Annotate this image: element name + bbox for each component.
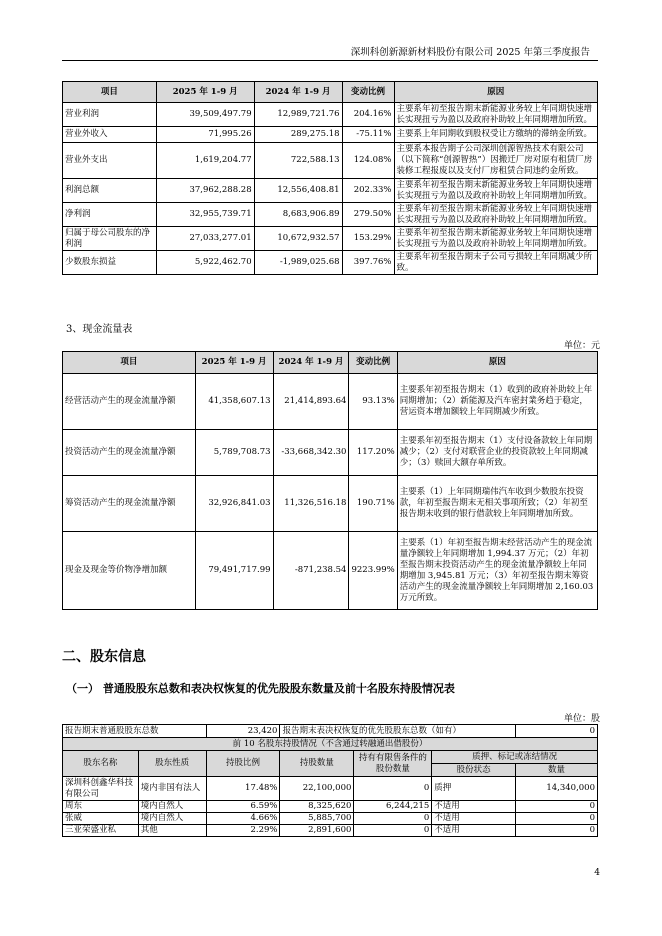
table-row <box>63 476 598 532</box>
row-count: 0 <box>516 801 598 813</box>
row-2025: 37,962,288.28 <box>156 179 254 203</box>
row-change: 93.13% <box>349 374 397 430</box>
row-ratio: 2.29% <box>206 825 280 837</box>
row-2025: 39,509,497.79 <box>156 103 254 127</box>
row-nature: 境内自然人 <box>138 801 206 813</box>
col-header-2025: 2025 年 1-9 月 <box>195 352 273 374</box>
cashflow-unit: 单位：元 <box>563 341 600 351</box>
row-qty: 22,100,000 <box>280 777 354 801</box>
row-qty: 5,885,700 <box>280 813 354 825</box>
table-row <box>63 825 598 837</box>
row-2025: 1,619,204.77 <box>156 143 254 179</box>
shareholder-subtitle: （一） 普通股股东总数和表决权恢复的优先股股东数量及前十名股东持股情况表 <box>66 682 455 695</box>
col-header-ratio: 持股比例 <box>206 751 280 777</box>
total-value: 23,420 <box>206 725 280 738</box>
row-count: 0 <box>516 813 598 825</box>
col-header-status: 股份状态 <box>432 764 516 777</box>
col-header-2024: 2024 年 1-9 月 <box>254 82 342 103</box>
row-status: 不适用 <box>432 801 516 813</box>
row-item: 归属于母公司股东的净利润 <box>63 227 157 251</box>
row-ratio: 6.59% <box>206 801 280 813</box>
row-reason: 主要系年初至报告期末新能源业务较上年同期快速增长实现扭亏为盈以及政府补助较上年同期增加所致。 <box>394 179 597 203</box>
row-reason: 主要系年初至报告期末新能源业务较上年同期快速增长实现扭亏为盈以及政府补助较上年同期增加所致。 <box>394 203 597 227</box>
row-2024: -33,668,342.30 <box>273 430 349 476</box>
page-header: 深圳科创新源新材料股份有限公司 2025 年第三季度报告 <box>350 47 590 58</box>
profit-table <box>62 81 598 275</box>
row-change: 117.20% <box>349 430 397 476</box>
col-header-count: 数量 <box>516 764 598 777</box>
row-item: 净利润 <box>63 203 157 227</box>
row-restricted: 6,244,215 <box>354 801 432 813</box>
col-header-item: 项目 <box>63 82 157 103</box>
row-2025: 41,358,607.13 <box>195 374 273 430</box>
pref-value: 0 <box>516 725 598 738</box>
table-row <box>63 777 598 801</box>
row-change: 397.76% <box>342 251 394 275</box>
row-change: 202.33% <box>342 179 394 203</box>
row-2025: 79,491,717.99 <box>195 532 273 610</box>
row-item: 利润总额 <box>63 179 157 203</box>
table-row <box>63 127 598 143</box>
row-restricted: 0 <box>354 777 432 801</box>
row-name: 张威 <box>63 813 139 825</box>
table-row <box>63 179 598 203</box>
row-2024: 10,672,932.57 <box>254 227 342 251</box>
row-item: 投资活动产生的现金流量净额 <box>63 430 196 476</box>
col-header-change: 变动比例 <box>349 352 397 374</box>
row-2024: 289,275.18 <box>254 127 342 143</box>
table-row <box>63 430 598 476</box>
col-header-nature: 股东性质 <box>138 751 206 777</box>
row-ratio: 17.48% <box>206 777 280 801</box>
row-change: 124.08% <box>342 143 394 179</box>
row-restricted: 0 <box>354 813 432 825</box>
col-header-name: 股东名称 <box>63 751 139 777</box>
row-item: 筹资活动产生的现金流量净额 <box>63 476 196 532</box>
row-item: 营业外支出 <box>63 143 157 179</box>
header-rule <box>62 60 598 61</box>
row-item: 营业外收入 <box>63 127 157 143</box>
row-change: 190.71% <box>349 476 397 532</box>
row-2024: 8,683,906.89 <box>254 203 342 227</box>
row-reason: 主要系上年同期收到股权受让方缴纳的滞纳金所致。 <box>394 127 597 143</box>
row-reason: 主要系年初至报告期末子公司亏损较上年同期减少所致。 <box>394 251 597 275</box>
row-item: 少数股东损益 <box>63 251 157 275</box>
row-name: 周东 <box>63 801 139 813</box>
total-row <box>63 725 598 738</box>
row-item: 营业利润 <box>63 103 157 127</box>
row-2024: -1,989,025.68 <box>254 251 342 275</box>
row-item: 经营活动产生的现金流量净额 <box>63 374 196 430</box>
page-number: 4 <box>594 868 600 878</box>
table-row <box>63 532 598 610</box>
total-label: 报告期末普通股股东总数 <box>63 725 207 738</box>
shareholder-section-title: 二、股东信息 <box>62 649 146 665</box>
row-reason: 主要系（1）上年同期瑞伟汽车收到少数股东投资款，年初至报告期末无相关事项所致；（2）年初至报告期末收到的银行借款较上年同期增加所致。 <box>397 476 597 532</box>
row-reason: 主要系（1）年初至报告期末经营活动产生的现金流量净额较上年同期增加 1,994.37 万元；（2）年初至报告期末投资活动产生的现金流量净额较上年同期增加 3,945.81 万元；（3）年初至报告期末筹资活动产生的现金流量净额较上年同期增加 2,160.03 万元所致。 <box>397 532 597 610</box>
row-restricted: 0 <box>354 825 432 837</box>
row-change: 204.16% <box>342 103 394 127</box>
col-header-reason: 原因 <box>394 82 597 103</box>
row-count: 14,340,000 <box>516 777 598 801</box>
row-2024: 11,326,516.18 <box>273 476 349 532</box>
row-status: 不适用 <box>432 825 516 837</box>
row-ratio: 4.66% <box>206 813 280 825</box>
col-header-change: 变动比例 <box>342 82 394 103</box>
row-change: 9223.99% <box>349 532 397 610</box>
row-2024: -871,238.54 <box>273 532 349 610</box>
row-2024: 21,414,893.64 <box>273 374 349 430</box>
row-change: 153.29% <box>342 227 394 251</box>
col-header-2025: 2025 年 1-9 月 <box>156 82 254 103</box>
row-qty: 8,325,620 <box>280 801 354 813</box>
row-status: 不适用 <box>432 813 516 825</box>
cashflow-section-title: 3、现金流量表 <box>66 324 133 335</box>
top10-caption-row <box>63 738 598 751</box>
table-row <box>63 374 598 430</box>
row-change: -75.11% <box>342 127 394 143</box>
row-reason: 主要系本报告期子公司深圳创源智热技术有限公司（以下简称“创源智热”）因搬迁厂房对原有租赁厂房装修工程报废以及支付厂房租赁合同违约金所致。 <box>394 143 597 179</box>
row-qty: 2,891,600 <box>280 825 354 837</box>
row-2025: 71,995.26 <box>156 127 254 143</box>
row-nature: 其他 <box>138 825 206 837</box>
table-row <box>63 143 598 179</box>
col-header-2024: 2024 年 1-9 月 <box>273 352 349 374</box>
row-2025: 32,955,739.71 <box>156 203 254 227</box>
pref-label: 报告期末表决权恢复的优先股股东总数（如有） <box>280 725 516 738</box>
row-2024: 12,556,408.81 <box>254 179 342 203</box>
row-2024: 722,588.13 <box>254 143 342 179</box>
row-name: 三亚荣盛业私 <box>63 825 139 837</box>
row-reason: 主要系年初至报告期末（1）收到的政府补助较上年同期增加；（2）新能源及汽车密封業务趋于稳定，营运资本增加额较上年同期减少所致。 <box>397 374 597 430</box>
row-2024: 12,989,721.76 <box>254 103 342 127</box>
table-row <box>63 813 598 825</box>
row-reason: 主要系年初至报告期末新能源业务较上年同期快速增长实现扭亏为盈以及政府补助较上年同期增加所致。 <box>394 227 597 251</box>
top10-caption: 前 10 名股东持股情况（不含通过转融通出借股份） <box>63 738 598 751</box>
row-change: 279.50% <box>342 203 394 227</box>
col-header-qty: 持股数量 <box>280 751 354 777</box>
row-nature: 境内非国有法人 <box>138 777 206 801</box>
col-header-pledge: 质押、标记或冻结情况 <box>432 751 598 764</box>
table-row <box>63 227 598 251</box>
row-count: 0 <box>516 825 598 837</box>
row-name: 深圳科创鑫华科技有限公司 <box>63 777 139 801</box>
table-row <box>63 801 598 813</box>
col-header-reason: 原因 <box>397 352 597 374</box>
col-header-restricted: 持有有限售条件的股份数量 <box>354 751 432 777</box>
row-2025: 5,789,708.73 <box>195 430 273 476</box>
cashflow-table <box>62 351 598 610</box>
shareholder-table <box>62 724 598 837</box>
row-reason: 主要系年初至报告期末（1）支付设备款较上年同期减少；（2）支付对联营企业的投资款较上年同期减少；（3）赎回大额存单所致。 <box>397 430 597 476</box>
table-row <box>63 203 598 227</box>
row-2025: 5,922,462.70 <box>156 251 254 275</box>
row-2025: 27,033,277.01 <box>156 227 254 251</box>
row-nature: 境内自然人 <box>138 813 206 825</box>
table-row <box>63 103 598 127</box>
row-status: 质押 <box>432 777 516 801</box>
table-row <box>63 251 598 275</box>
row-item: 现金及现金等价物净增加额 <box>63 532 196 610</box>
shareholder-unit: 单位：股 <box>563 714 600 724</box>
row-2025: 32,926,841.03 <box>195 476 273 532</box>
row-reason: 主要系年初至报告期末新能源业务较上年同期快速增长实现扭亏为盈以及政府补助较上年同期增加所致。 <box>394 103 597 127</box>
col-header-item: 项目 <box>63 352 196 374</box>
